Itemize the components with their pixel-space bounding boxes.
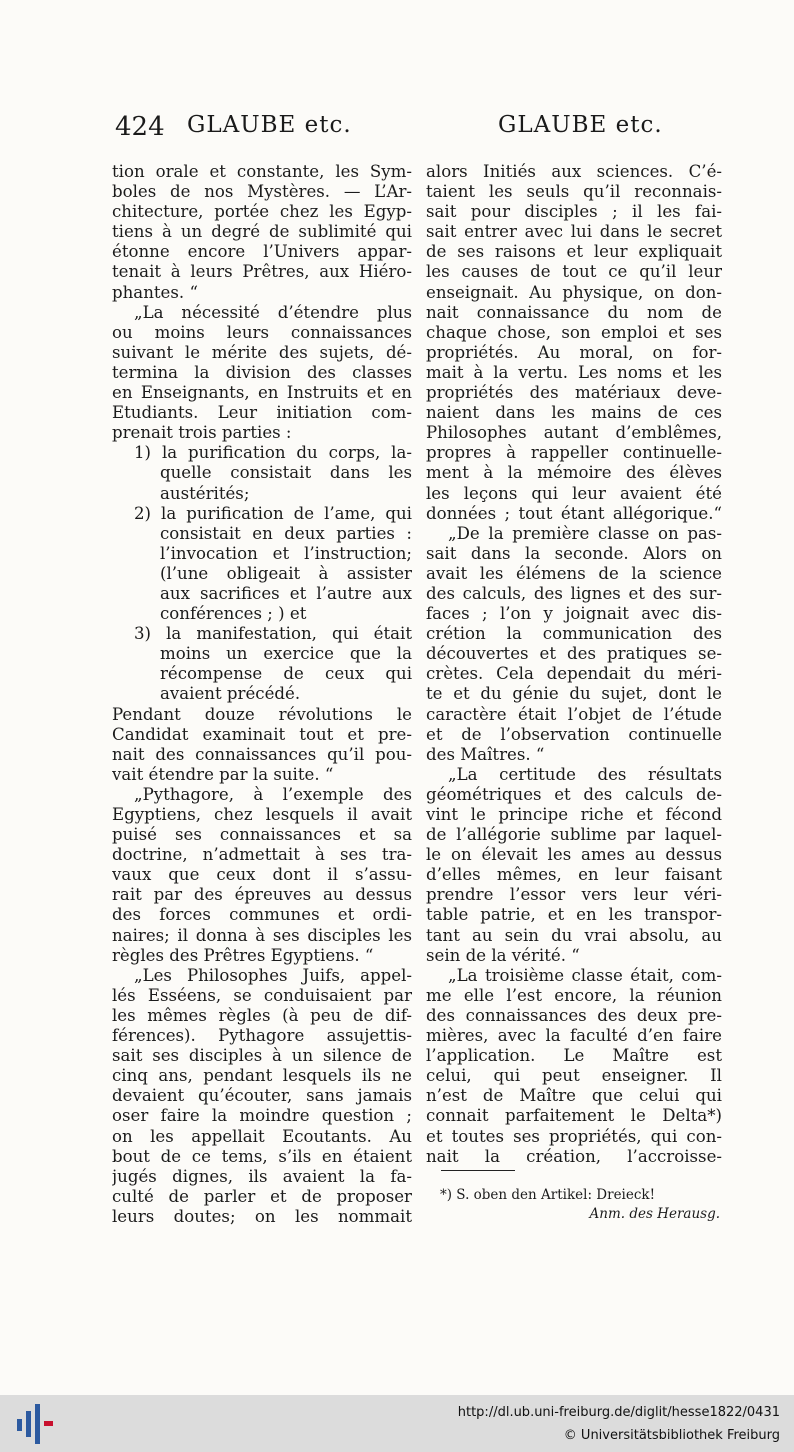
- text-line: avaient précédé.: [160, 684, 301, 704]
- text-line: vint le principe riche et fécond: [426, 805, 722, 824]
- text-line: chaque chose, son emploi et ses: [426, 322, 722, 342]
- text-line: les causes de tout ce qu’il leur: [426, 262, 722, 282]
- text-line: lés Esséens, se conduisaient par: [112, 985, 412, 1005]
- text-line: „La troisième classe était, com-: [448, 965, 722, 985]
- text-line: culté de parler et de proposer: [112, 1186, 412, 1206]
- text-line: Pendant douze révolutions le: [112, 704, 412, 724]
- right-text-column: [426, 162, 722, 1167]
- text-line: découvertes et des pratiques se-: [426, 644, 722, 664]
- left-text-column: [112, 162, 412, 1227]
- text-line: n’est de Maître que celui qui: [426, 1086, 722, 1106]
- text-line: Egyptiens, chez lesquels il avait: [112, 805, 412, 824]
- text-line: crétion la communication des: [426, 624, 722, 644]
- text-line: ment à la mémoire des élèves: [426, 463, 722, 483]
- text-line: vaux que ceux dont il s’assu-: [112, 865, 412, 885]
- text-line: récompense de ceux qui: [160, 664, 412, 684]
- text-line: nait la création, l’accroisse-: [426, 1146, 722, 1166]
- text-line: géométriques et des calculs de-: [426, 784, 722, 804]
- text-line: aux sacrifices et l’autre aux: [160, 583, 412, 603]
- text-line: taient les seuls qu’il reconnais-: [426, 182, 722, 202]
- text-line: des Maîtres. “: [426, 744, 545, 764]
- text-line: bout de ce tems, s’ils en étaient: [112, 1146, 412, 1166]
- text-line: avait les élémens de la science: [426, 563, 722, 583]
- text-line: „De la première classe on pas-: [448, 523, 722, 543]
- footnote: [440, 1186, 720, 1224]
- text-line: te et du génie du sujet, dont le: [426, 684, 722, 704]
- text-line: prenait trois parties :: [112, 423, 292, 443]
- text-line: vait étendre par la suite. “: [112, 764, 334, 784]
- text-line: et de l’observation continuelle: [426, 724, 722, 744]
- text-line: tenait à leurs Prêtres, aux Hiéro-: [112, 262, 412, 282]
- text-line: naient dans les mains de ces: [426, 403, 722, 423]
- text-line: (l’une obligeait à assister: [160, 563, 412, 583]
- text-line: mait à la vertu. Les noms et les: [426, 362, 722, 382]
- text-line: „Pythagore, à l’exemple des: [134, 784, 412, 804]
- text-line: nait des connaissances qu’il pou-: [112, 744, 412, 764]
- text-line: de l’allégorie sublime par laquel-: [426, 825, 722, 845]
- text-line: Philosophes autant d’emblêmes,: [426, 423, 722, 443]
- text-line: des connaissances des deux pre-: [426, 1005, 722, 1025]
- text-line: on les appellait Ecoutants. Au: [112, 1126, 412, 1146]
- text-line: connait parfaitement le Delta*): [426, 1106, 722, 1126]
- text-line: me elle l’est encore, la réunion: [426, 985, 722, 1005]
- text-line: et toutes ses propriétés, qui con-: [426, 1126, 722, 1146]
- permalink[interactable]: http://dl.ub.uni-freiburg.de/diglit/hesse1822/0431: [457, 1405, 780, 1420]
- text-line: suivant le mérite des sujets, dé-: [112, 342, 412, 362]
- text-line: l’application. Le Maître est: [426, 1046, 722, 1066]
- text-line: les mêmes règles (à peu de dif-: [112, 1005, 412, 1025]
- text-line: moins un exercice que la: [160, 644, 412, 664]
- text-line: tant au sein du vrai absolu, au: [426, 925, 722, 945]
- text-line: 2) la purification de l’ame, qui: [134, 503, 412, 523]
- text-line: oser faire la moindre question ;: [112, 1106, 412, 1126]
- text-line: termina la division des classes: [112, 362, 412, 382]
- text-line: règles des Prêtres Egyptiens. “: [112, 945, 374, 965]
- text-line: boles de nos Mystères. — L’Ar-: [112, 182, 412, 202]
- footnote-text: *) S. oben den Artikel: Dreieck!: [440, 1187, 656, 1203]
- text-line: alors Initiés aux sciences. C’é-: [426, 162, 722, 181]
- text-line: austérités;: [160, 483, 250, 503]
- text-line: les leçons qui leur avaient été: [426, 483, 722, 503]
- text-line: celui, qui peut enseigner. Il: [426, 1066, 722, 1086]
- text-line: cinq ans, pendant lesquels ils ne: [112, 1066, 412, 1086]
- text-line: phantes. “: [112, 282, 198, 302]
- text-line: sait pour disciples ; il les fai-: [426, 202, 722, 222]
- text-line: chitecture, portée chez les Egyp-: [112, 202, 412, 222]
- text-line: de ses raisons et leur expliquait: [426, 242, 722, 262]
- text-line: conférences ; ) et: [160, 604, 307, 624]
- text-line: devaient qu’écouter, sans jamais: [112, 1086, 412, 1106]
- text-line: Etudiants. Leur initiation com-: [112, 403, 412, 423]
- text-line: faces ; l’on y joignait avec dis-: [426, 604, 722, 624]
- text-line: férences). Pythagore assujettis-: [112, 1026, 412, 1046]
- text-line: propriétés des matériaux deve-: [426, 383, 722, 403]
- text-line: leurs doutes; on les nommait: [112, 1206, 412, 1226]
- text-line: Candidat examinait tout et pre-: [112, 724, 412, 744]
- text-line: quelle consistait dans les: [160, 463, 412, 483]
- text-line: puisé ses connaissances et sa: [112, 825, 412, 845]
- text-line: „La nécessité d’étendre plus: [134, 302, 412, 322]
- text-line: l’invocation et l’instruction;: [160, 543, 412, 563]
- text-line: consistait en deux parties :: [160, 523, 412, 543]
- text-line: propres à rappeller continuelle-: [426, 443, 722, 463]
- text-line: sait dans la seconde. Alors on: [426, 543, 722, 563]
- text-line: jugés dignes, ils avaient la fa-: [112, 1166, 412, 1186]
- footnote-signature: Anm. des Herausg.: [589, 1206, 720, 1222]
- text-line: „Les Philosophes Juifs, appel-: [134, 965, 412, 985]
- copyright-text: © Universitätsbibliothek Freiburg: [563, 1428, 780, 1443]
- text-line: ou moins leurs connaissances: [112, 322, 412, 342]
- text-line: nait connaissance du nom de: [426, 302, 722, 322]
- text-line: rait par des épreuves au dessus: [112, 885, 412, 905]
- footnote-divider: [441, 1170, 515, 1171]
- text-line: doctrine, n’admettait à ses tra-: [112, 845, 412, 865]
- text-line: caractère était l’objet de l’étude: [426, 704, 722, 724]
- text-line: en Enseignants, en Instruits et en: [112, 383, 412, 403]
- text-line: sait entrer avec lui dans le secret: [426, 222, 722, 242]
- text-line: propriétés. Au moral, on for-: [426, 342, 722, 362]
- running-head-right: GLAUBE etc.: [498, 112, 663, 138]
- text-line: prendre l’essor vers leur véri-: [426, 885, 722, 905]
- text-line: „La certitude des résultats: [448, 764, 722, 784]
- running-head-left: GLAUBE etc.: [187, 112, 352, 138]
- text-line: sait ses disciples à un silence de: [112, 1046, 412, 1066]
- viewer-footer-bar: [0, 1395, 794, 1452]
- text-line: enseignait. Au physique, on don-: [426, 282, 722, 302]
- text-line: données ; tout étant allégorique.“: [426, 503, 722, 523]
- text-line: tion orale et constante, les Sym-: [112, 162, 412, 181]
- text-line: table patrie, et en les transpor-: [426, 905, 722, 925]
- page-number: 424: [115, 112, 165, 142]
- text-line: des calculs, des lignes et des sur-: [426, 583, 722, 603]
- text-line: d’elles mêmes, en leur faisant: [426, 865, 722, 885]
- text-line: 1) la purification du corps, la-: [134, 443, 412, 463]
- text-line: naires; il donna à ses disciples les: [112, 925, 412, 945]
- text-line: des forces communes et ordi-: [112, 905, 412, 925]
- text-line: crètes. Cela dependait du méri-: [426, 664, 722, 684]
- text-line: mières, avec la faculté d’en faire: [426, 1026, 722, 1046]
- text-line: tiens à un degré de sublimité qui: [112, 222, 412, 242]
- text-line: étonne encore l’Univers appar-: [112, 242, 412, 262]
- text-line: le on élevait les ames au dessus: [426, 845, 722, 865]
- text-line: sein de la vérité. “: [426, 945, 580, 965]
- text-line: 3) la manifestation, qui était: [134, 624, 412, 644]
- library-logo-icon: [17, 1404, 53, 1444]
